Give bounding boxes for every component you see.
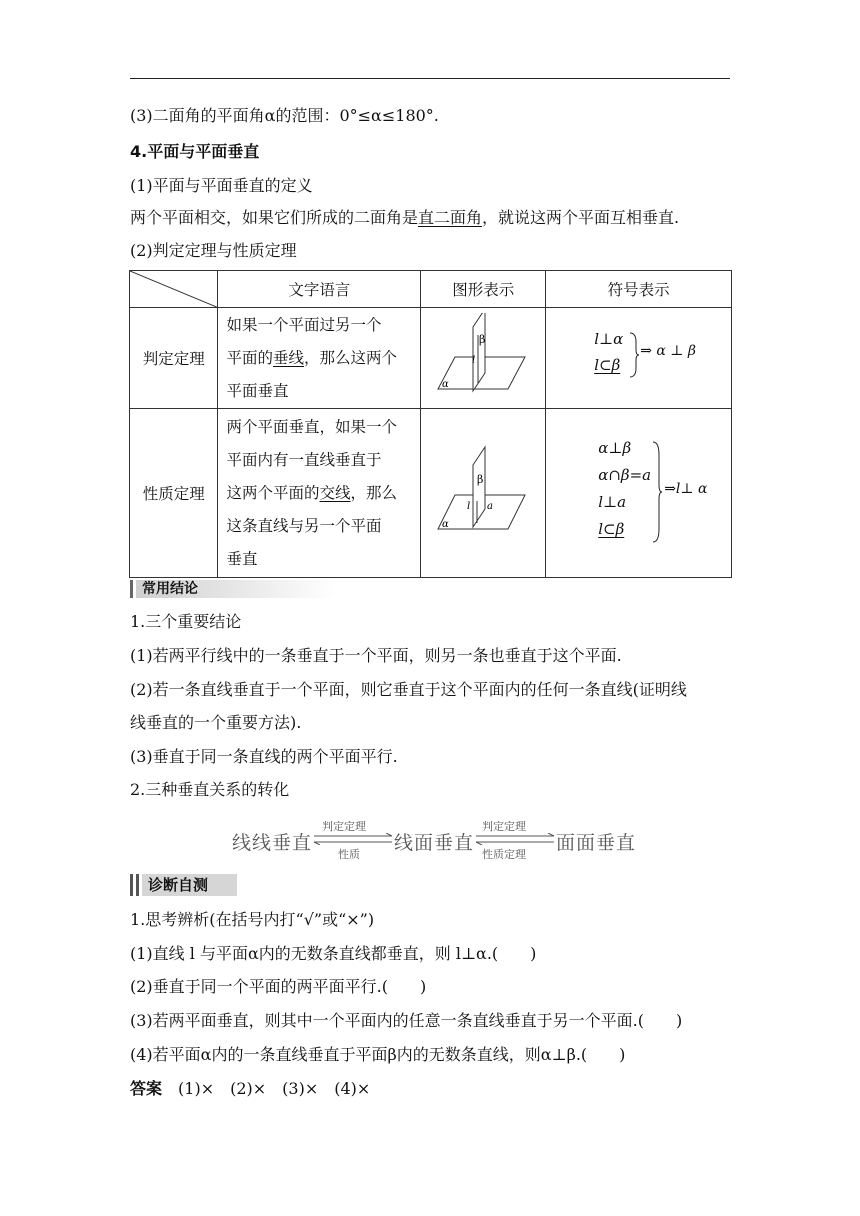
banner-bar [130, 580, 133, 598]
text-part: 这两个平面的 [226, 483, 320, 502]
theorems-heading: (2)判定定理与性质定理 [130, 241, 297, 260]
answer-label: 答案 [130, 1079, 163, 1098]
exercise-1: (1)直线 l 与平面α内的无数条直线都垂直，则 l⊥α.( ) [130, 944, 537, 963]
line-line-perp: 线线垂直 [232, 832, 313, 854]
definition-underlined-term: 直二面角 [418, 208, 483, 227]
right-brace-icon [629, 332, 639, 378]
arrow1-bottom-label: 性质 [338, 848, 360, 861]
banner-title: 常用结论 [142, 581, 198, 597]
text-line [226, 477, 412, 510]
double-arrow-icon [312, 833, 394, 845]
conclusions-heading: 1.三个重要结论 [130, 612, 242, 631]
theorem-table [129, 270, 732, 578]
underlined-term: 交线 [319, 483, 351, 502]
text-part: ，那么这两个 [304, 348, 398, 367]
answer-values: (1)× (2)× (3)× (4)× [178, 1079, 371, 1098]
symbol-line: l⊂β [594, 356, 621, 374]
definition-text-part: 两个平面相交，如果它们所成的二面角是 [130, 208, 419, 227]
text-line: 垂直 [226, 549, 258, 568]
line-plane-perp: 线面垂直 [394, 832, 475, 854]
definition-text-part: ，就说这两个平面互相垂直. [482, 208, 680, 227]
alpha-label: α [442, 379, 450, 390]
beta-label: β [479, 333, 486, 346]
underlined-term: 垂线 [273, 348, 305, 367]
diagonal-line [130, 271, 219, 308]
header-rule [130, 78, 730, 79]
text-line: 如果一个平面过另一个 [226, 315, 382, 334]
header-figure: 图形表示 [421, 271, 546, 308]
text-part: ，那么 [350, 483, 398, 502]
judgment-theorem-label: 判定定理 [130, 308, 218, 409]
judgment-theorem-text [218, 308, 421, 409]
exercise-2: (2)垂直于同一个平面的两平面平行.( ) [130, 977, 427, 996]
property-theorem-text [218, 409, 421, 578]
l-label: l [467, 501, 471, 512]
text-part: 平面的 [226, 348, 273, 367]
plane-plane-perp: 面面垂直 [556, 832, 637, 854]
a-label: a [487, 501, 494, 512]
beta-label: β [477, 473, 484, 486]
property-theorem-figure [421, 409, 546, 578]
right-brace-icon [652, 441, 662, 543]
symbol-conclusion: ⇒l⊥ α [664, 481, 708, 497]
arrow2-bottom-label: 性质定理 [482, 848, 526, 861]
double-arrow-icon [474, 833, 556, 845]
banner-title: 诊断自测 [148, 876, 209, 894]
exercise-3: (3)若两平面垂直，则其中一个平面内的任意一条直线垂直于另一个平面.( ) [130, 1011, 683, 1030]
symbol-line: α∩β=a [598, 466, 652, 484]
conclusion-2: (2)若一条直线垂直于一个平面，则它垂直于这个平面内的任何一条直线(证明线 [130, 680, 687, 699]
property-theorem-label: 性质定理 [130, 409, 218, 578]
header-symbol: 符号表示 [546, 271, 732, 308]
banner-bar [130, 874, 133, 896]
text-line: 平面垂直 [226, 381, 289, 400]
property-theorem-symbols [546, 409, 732, 578]
dihedral-range-text: (3)二面角的平面角α的范围：0°≤α≤180°. [130, 106, 439, 125]
symbol-line: l⊥α [594, 330, 624, 348]
conclusion-2-cont: 线垂直的一个重要方法). [130, 713, 302, 732]
symbol-line: l⊥a [598, 493, 627, 511]
conclusion-1: (1)若两平行线中的一条垂直于一个平面，则另一条也垂直于这个平面. [130, 646, 622, 665]
exercise-heading: 1.思考辨析(在括号内打“√”或“×”) [130, 910, 375, 929]
text-line: 平面内有一直线垂直于 [226, 450, 382, 469]
answer-line [130, 1079, 370, 1099]
symbol-line: α⊥β [598, 439, 632, 457]
l-label: l [472, 355, 476, 366]
section-heading-plane-perpendicular: 4.平面与平面垂直 [130, 142, 260, 161]
perpendicular-conversion-diagram [232, 816, 652, 864]
common-conclusions-banner [130, 580, 370, 598]
self-test-banner [130, 874, 250, 896]
alpha-label: α [442, 519, 450, 530]
text-line [226, 342, 412, 375]
definition-heading: (1)平面与平面垂直的定义 [130, 176, 313, 195]
judgment-theorem-figure [421, 308, 546, 409]
definition-text [130, 208, 679, 228]
symbol-conclusion: ⇒ α ⊥ β [640, 343, 696, 359]
text-line: 两个平面垂直，如果一个 [226, 417, 397, 436]
arrow1-top-label: 判定定理 [322, 820, 366, 833]
perpendicular-planes-figure [433, 313, 533, 403]
header-text-language: 文字语言 [218, 271, 421, 308]
text-line: 这条直线与另一个平面 [226, 516, 382, 535]
exercise-4: (4)若平面α内的一条直线垂直于平面β内的无数条直线，则α⊥β.( ) [130, 1045, 626, 1064]
conversion-heading: 2.三种垂直关系的转化 [130, 780, 290, 799]
banner-bar [136, 874, 139, 896]
diagonal-header-cell [130, 271, 218, 308]
arrow2-top-label: 判定定理 [482, 820, 526, 833]
symbol-line: l⊂β [598, 520, 625, 538]
perpendicular-planes-intersection-figure [433, 443, 533, 543]
conclusion-3: (3)垂直于同一条直线的两个平面平行. [130, 747, 398, 766]
judgment-theorem-symbols [546, 308, 732, 409]
